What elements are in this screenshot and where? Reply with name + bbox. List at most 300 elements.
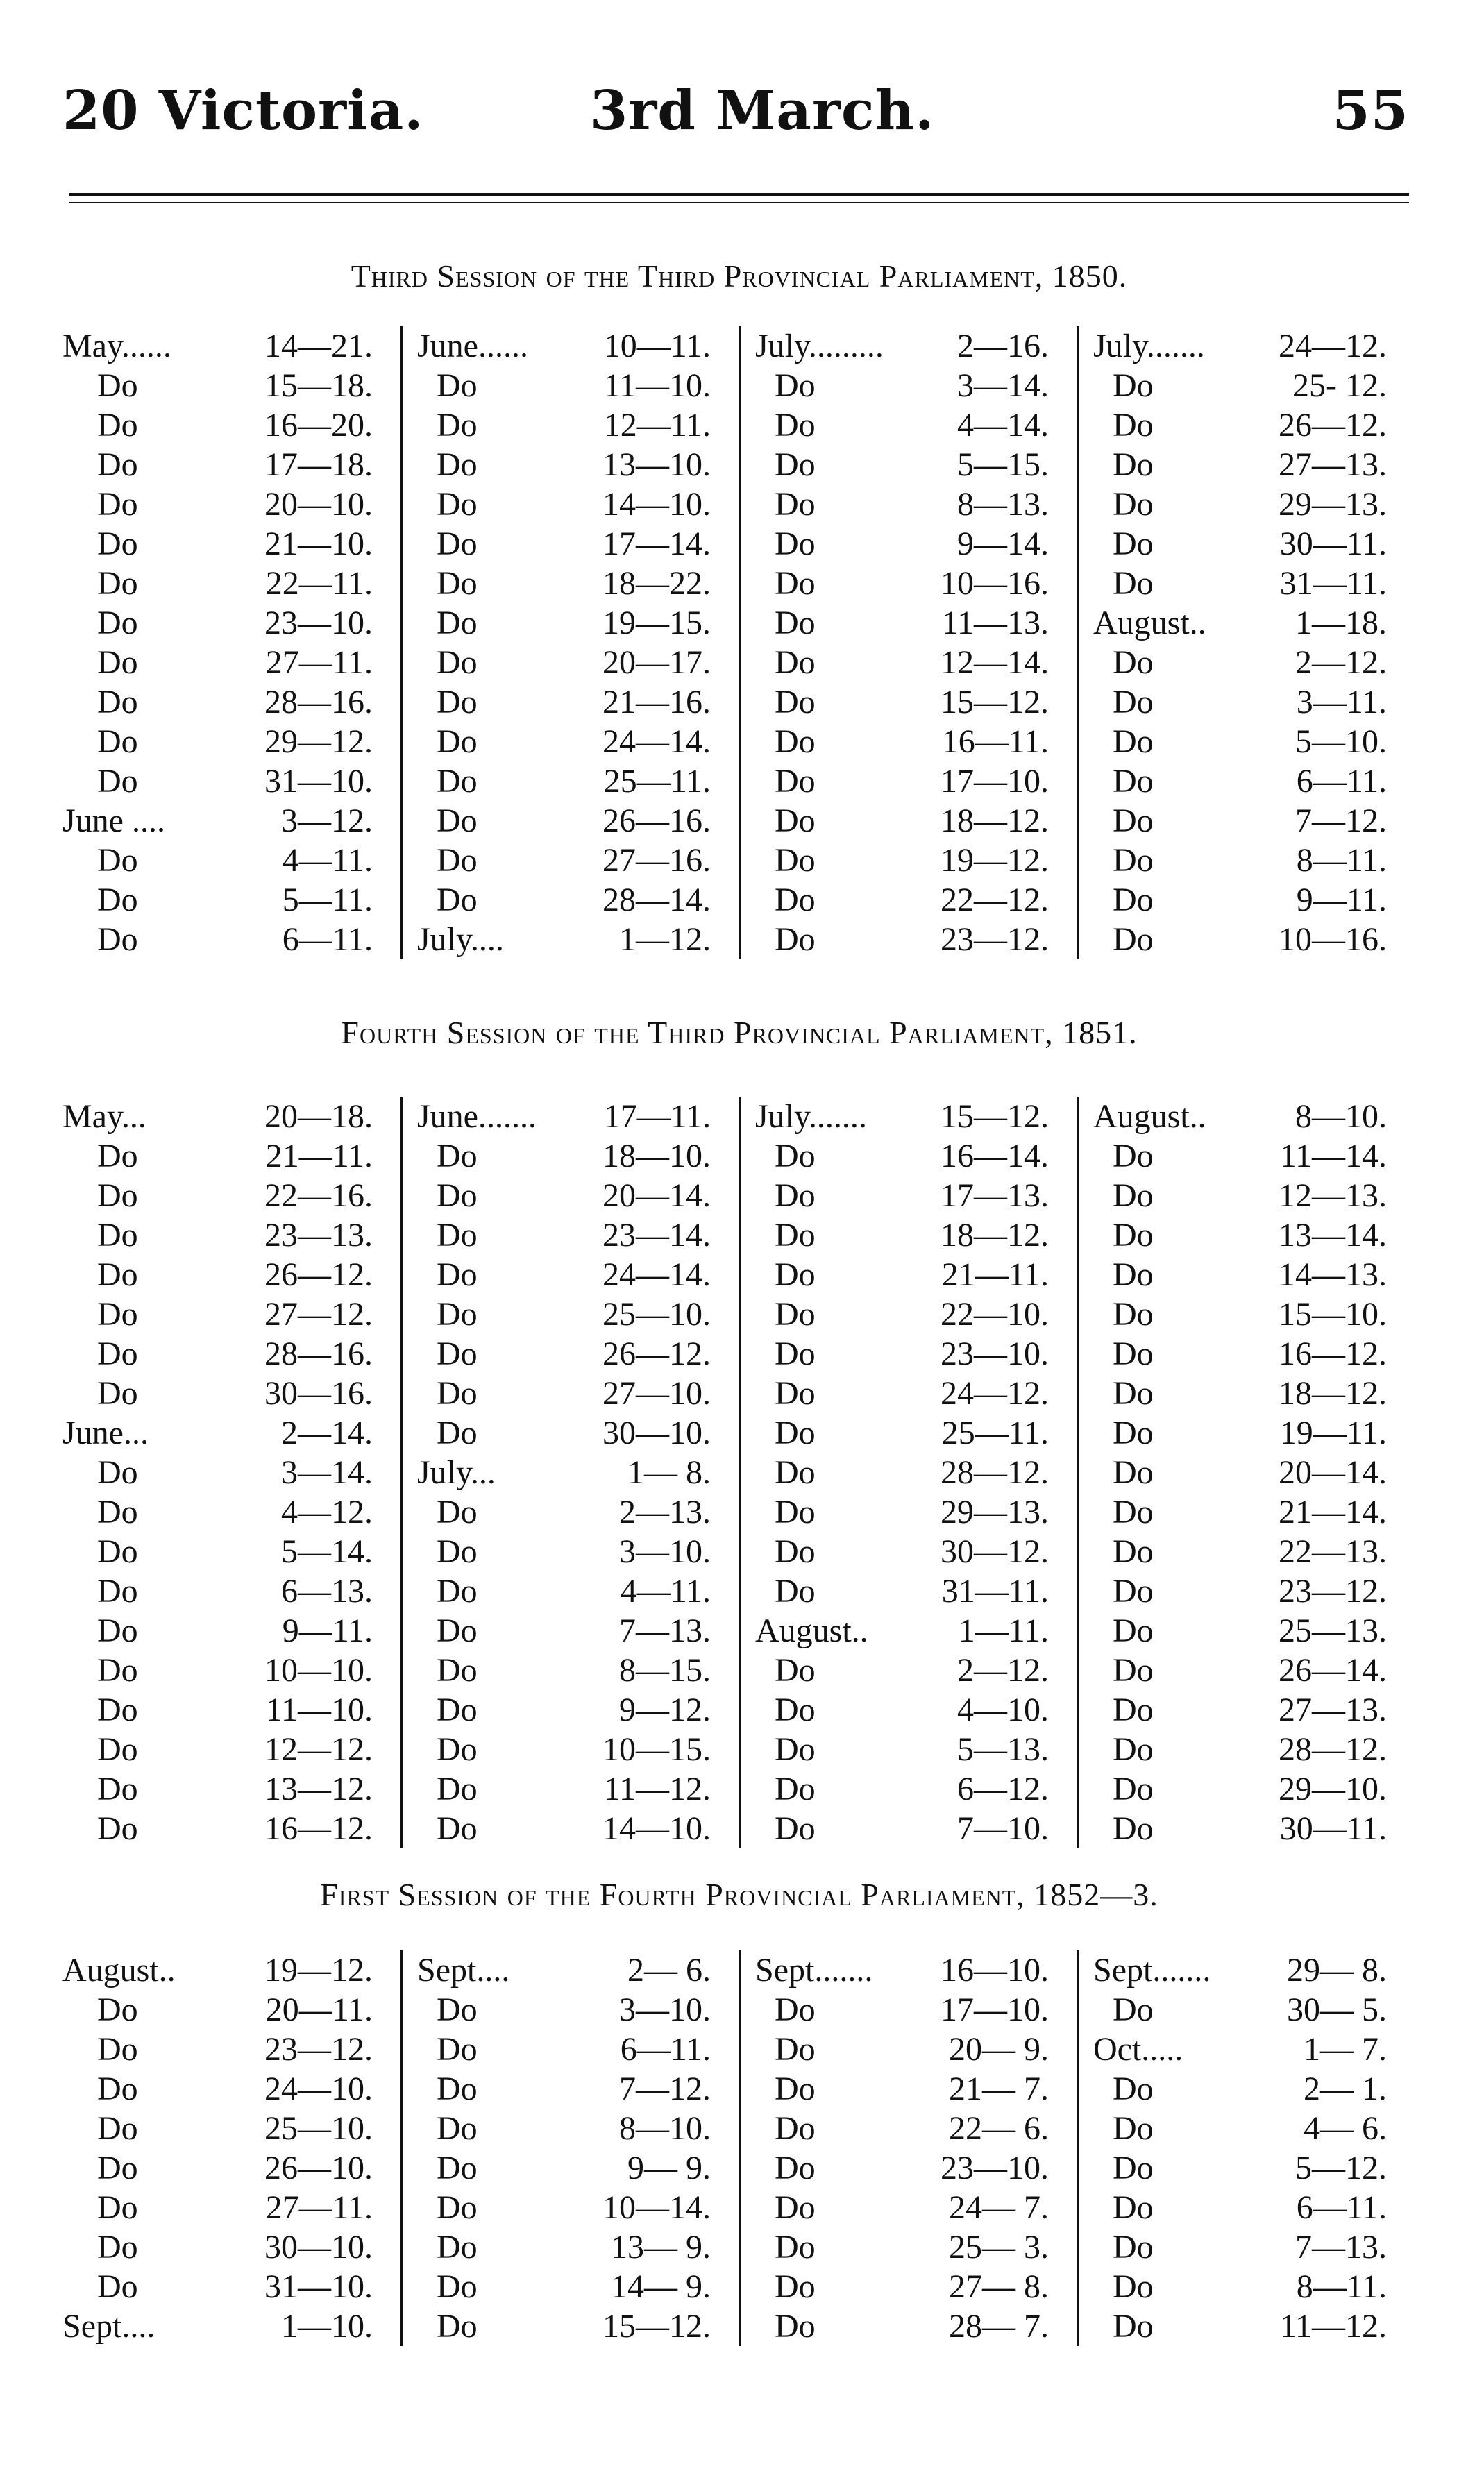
day-value-cell: 13—14.	[1279, 1217, 1387, 1254]
table-row	[741, 1374, 1077, 1413]
month-cell: Do	[775, 446, 816, 483]
table-row	[1079, 1176, 1415, 1215]
day-value-cell: 20—11.	[265, 1991, 373, 2028]
month-cell: Do	[775, 1375, 816, 1412]
day-value-cell: 23—12.	[264, 2031, 373, 2068]
month-cell: July...	[417, 1454, 496, 1491]
month-cell: Do	[97, 1454, 138, 1491]
day-value-cell: 4—11.	[282, 842, 373, 879]
month-cell: Do	[775, 1296, 816, 1333]
page-header	[62, 73, 1409, 149]
day-value-cell: 22—16.	[264, 1177, 373, 1214]
month-cell: August..	[1093, 1098, 1206, 1135]
table-row	[1079, 1413, 1415, 1453]
month-cell: Do	[1113, 486, 1154, 523]
month-cell: Do	[437, 1533, 478, 1570]
table-row	[403, 2267, 739, 2306]
day-value-cell: 20—14.	[602, 1177, 711, 1214]
table-row	[403, 445, 739, 484]
header-rule-thin	[69, 202, 1409, 203]
table-row	[741, 1136, 1077, 1176]
day-value-cell: 23—10.	[941, 1335, 1049, 1372]
table-row	[62, 2267, 400, 2306]
table-row	[62, 722, 400, 761]
month-cell: Do	[775, 763, 816, 800]
month-cell: Do	[775, 1652, 816, 1689]
month-cell: Do	[775, 644, 816, 681]
month-cell: Do	[97, 486, 138, 523]
table-row	[741, 1532, 1077, 1571]
month-cell: Do	[1113, 1652, 1154, 1689]
table-row	[741, 801, 1077, 841]
table-row	[62, 366, 400, 405]
month-cell: Sept.......	[1093, 1952, 1211, 1989]
month-cell: Do	[1113, 1771, 1154, 1807]
month-cell: Do	[97, 1335, 138, 1372]
day-value-cell: 14—13.	[1279, 1256, 1387, 1293]
table-row	[741, 2148, 1077, 2188]
table-row	[741, 603, 1077, 643]
session-table	[62, 1097, 1416, 1848]
table-row	[62, 880, 400, 920]
day-value-cell: 8—10.	[619, 2110, 711, 2147]
month-cell: Do	[775, 882, 816, 918]
day-value-cell: 24—10.	[264, 2070, 373, 2107]
month-cell: Do	[1113, 921, 1154, 958]
month-cell: July....	[417, 921, 504, 958]
day-value-cell: 7—12.	[619, 2070, 711, 2107]
month-cell: Do	[1113, 2268, 1154, 2305]
day-value-cell: 20— 9.	[949, 2031, 1049, 2068]
month-cell: Do	[437, 1296, 478, 1333]
table-row	[1079, 1571, 1415, 1611]
day-value-cell: 3—14.	[281, 1454, 373, 1491]
month-cell: Do	[775, 2150, 816, 2186]
day-value-cell: 10—14.	[602, 2189, 711, 2226]
table-row	[741, 1611, 1077, 1651]
month-cell: Do	[775, 1217, 816, 1254]
month-cell: Do	[97, 644, 138, 681]
day-value-cell: 7—10.	[957, 1810, 1049, 1847]
day-value-cell: 16—14.	[941, 1138, 1049, 1174]
month-cell: Do	[97, 1494, 138, 1530]
table-row	[62, 1571, 400, 1611]
table-row	[403, 1730, 739, 1769]
table-column	[400, 326, 739, 959]
day-value-cell: 10—11.	[603, 328, 711, 364]
table-row	[62, 1990, 400, 2030]
table-row	[403, 1651, 739, 1690]
table-row	[62, 1215, 400, 1255]
table-row	[403, 2227, 739, 2267]
table-row	[1079, 801, 1415, 841]
month-cell: Do	[97, 1652, 138, 1689]
table-row	[1079, 1294, 1415, 1334]
day-value-cell: 18—22.	[602, 565, 711, 602]
day-value-cell: 1—10.	[281, 2308, 373, 2345]
month-cell: Do	[437, 1731, 478, 1768]
table-row	[62, 1334, 400, 1374]
table-row	[403, 682, 739, 722]
header-date: 3rd March.	[590, 79, 935, 142]
day-value-cell: 12—11.	[603, 407, 711, 444]
table-row	[62, 1950, 400, 1990]
month-cell: Do	[1113, 525, 1154, 562]
header-reign-year: 20 Victoria.	[62, 79, 424, 142]
table-row	[62, 564, 400, 603]
day-value-cell: 9—14.	[957, 525, 1049, 562]
table-row	[741, 1990, 1077, 2030]
month-cell: Do	[437, 684, 478, 720]
day-value-cell: 27—12.	[264, 1296, 373, 1333]
month-cell: August..	[1093, 605, 1206, 641]
page-number: 55	[1332, 79, 1409, 142]
day-value-cell: 3—10.	[619, 1991, 711, 2028]
day-value-cell: 21—10.	[264, 525, 373, 562]
table-row	[403, 1215, 739, 1255]
table-row	[403, 1255, 739, 1294]
table-row	[403, 1374, 739, 1413]
table-row	[741, 1215, 1077, 1255]
month-cell: Do	[775, 2268, 816, 2305]
table-row	[403, 1769, 739, 1809]
table-row	[62, 643, 400, 682]
day-value-cell: 24— 7.	[949, 2189, 1049, 2226]
day-value-cell: 1—12.	[619, 921, 711, 958]
month-cell: Do	[97, 446, 138, 483]
table-row	[741, 1294, 1077, 1334]
table-row	[62, 1730, 400, 1769]
table-row	[741, 1950, 1077, 1990]
month-cell: Do	[1113, 1177, 1154, 1214]
table-row	[1079, 1097, 1415, 1136]
table-row	[62, 1611, 400, 1651]
day-value-cell: 8—10.	[1295, 1098, 1387, 1135]
table-row	[1079, 1215, 1415, 1255]
month-cell: Do	[1113, 1335, 1154, 1372]
session-table	[62, 1950, 1416, 2346]
table-row	[403, 2148, 739, 2188]
table-row	[741, 2227, 1077, 2267]
day-value-cell: 31—11.	[941, 1573, 1049, 1610]
day-value-cell: 5—12.	[1295, 2150, 1387, 2186]
day-value-cell: 9—11.	[1296, 882, 1387, 918]
table-row	[1079, 920, 1415, 959]
day-value-cell: 23—10.	[941, 2150, 1049, 2186]
table-row	[741, 2069, 1077, 2109]
day-value-cell: 22—11.	[265, 565, 373, 602]
month-cell: Do	[97, 605, 138, 641]
table-column	[1077, 1097, 1415, 1848]
table-row	[741, 524, 1077, 564]
month-cell: Do	[1113, 1256, 1154, 1293]
day-value-cell: 27—11.	[265, 644, 373, 681]
table-row	[741, 1413, 1077, 1453]
day-value-cell: 26—10.	[264, 2150, 373, 2186]
table-row	[403, 2109, 739, 2148]
month-cell: Do	[437, 1991, 478, 2028]
day-value-cell: 2—14.	[281, 1415, 373, 1451]
month-cell: Do	[1113, 367, 1154, 404]
month-cell: Do	[97, 1138, 138, 1174]
table-row	[1079, 1611, 1415, 1651]
table-row	[62, 801, 400, 841]
month-cell: Do	[1113, 1138, 1154, 1174]
day-value-cell: 14— 9.	[611, 2268, 711, 2305]
month-cell: Do	[97, 1533, 138, 1570]
table-row	[1079, 1690, 1415, 1730]
table-row	[1079, 1374, 1415, 1413]
table-row	[741, 841, 1077, 880]
month-cell: June...	[62, 1415, 149, 1451]
table-row	[1079, 1769, 1415, 1809]
month-cell: Do	[437, 2031, 478, 2068]
month-cell: Do	[775, 842, 816, 879]
day-value-cell: 8—15.	[619, 1652, 711, 1689]
day-value-cell: 5—15.	[957, 446, 1049, 483]
month-cell: Do	[437, 1810, 478, 1847]
table-row	[741, 643, 1077, 682]
month-cell: Do	[775, 2308, 816, 2345]
table-row	[403, 2030, 739, 2069]
table-row	[62, 920, 400, 959]
day-value-cell: 3—14.	[957, 367, 1049, 404]
table-row	[62, 2069, 400, 2109]
table-row	[62, 484, 400, 524]
table-row	[403, 326, 739, 366]
day-value-cell: 27—16.	[602, 842, 711, 879]
day-value-cell: 8—11.	[1296, 842, 1387, 879]
day-value-cell: 8—11.	[1296, 2268, 1387, 2305]
month-cell: Do	[437, 2189, 478, 2226]
session-table	[62, 326, 1416, 959]
month-cell: Do	[775, 1771, 816, 1807]
day-value-cell: 28— 7.	[949, 2308, 1049, 2345]
month-cell: Do	[1113, 1573, 1154, 1610]
day-value-cell: 13—12.	[264, 1771, 373, 1807]
table-row	[403, 1176, 739, 1215]
table-column	[739, 326, 1077, 959]
table-row	[1079, 1492, 1415, 1532]
table-row	[62, 2148, 400, 2188]
table-row	[62, 1136, 400, 1176]
table-row	[403, 1611, 739, 1651]
day-value-cell: 26—12.	[602, 1335, 711, 1372]
day-value-cell: 23—10.	[264, 605, 373, 641]
month-cell: Do	[775, 802, 816, 839]
month-cell: July.........	[755, 328, 884, 364]
table-row	[1079, 2267, 1415, 2306]
day-value-cell: 17—14.	[602, 525, 711, 562]
table-row	[741, 1453, 1077, 1492]
month-cell: Do	[1113, 1533, 1154, 1570]
table-row	[741, 761, 1077, 801]
day-value-cell: 29—13.	[1279, 486, 1387, 523]
table-row	[62, 761, 400, 801]
table-row	[741, 564, 1077, 603]
month-cell: Sept....	[417, 1952, 510, 1989]
table-row	[403, 1690, 739, 1730]
table-row	[1079, 643, 1415, 682]
session-title: Fourth Session of the Third Provincial Parliament, 1851.	[341, 1015, 1138, 1050]
table-row	[62, 445, 400, 484]
day-value-cell: 28—16.	[264, 684, 373, 720]
day-value-cell: 13— 9.	[611, 2229, 711, 2266]
table-row	[741, 1492, 1077, 1532]
day-value-cell: 12—12.	[264, 1731, 373, 1768]
month-cell: Do	[437, 2150, 478, 2186]
table-row	[403, 1413, 739, 1453]
day-value-cell: 16—12.	[264, 1810, 373, 1847]
table-row	[1079, 2306, 1415, 2346]
month-cell: Do	[437, 486, 478, 523]
month-cell: Do	[775, 1731, 816, 1768]
table-row	[741, 2109, 1077, 2148]
table-row	[403, 366, 739, 405]
day-value-cell: 27—11.	[265, 2189, 373, 2226]
month-cell: Do	[437, 1177, 478, 1214]
month-cell: Do	[437, 605, 478, 641]
day-value-cell: 24—14.	[602, 723, 711, 760]
table-row	[62, 326, 400, 366]
day-value-cell: 28—12.	[1279, 1731, 1387, 1768]
month-cell: Do	[437, 2110, 478, 2147]
day-value-cell: 14—21.	[264, 328, 373, 364]
table-row	[403, 1571, 739, 1611]
month-cell: June ....	[62, 802, 165, 839]
table-row	[1079, 564, 1415, 603]
day-value-cell: 6—12.	[957, 1771, 1049, 1807]
day-value-cell: 25—11.	[941, 1415, 1049, 1451]
day-value-cell: 26—14.	[1279, 1652, 1387, 1689]
table-row	[62, 841, 400, 880]
table-row	[403, 1809, 739, 1848]
day-value-cell: 25—10.	[264, 2110, 373, 2147]
month-cell: Do	[97, 763, 138, 800]
month-cell: Do	[437, 1494, 478, 1530]
month-cell: Do	[775, 2031, 816, 2068]
day-value-cell: 23—14.	[602, 1217, 711, 1254]
table-row	[741, 880, 1077, 920]
day-value-cell: 31—10.	[264, 2268, 373, 2305]
day-value-cell: 2—12.	[1295, 644, 1387, 681]
day-value-cell: 29— 8.	[1287, 1952, 1387, 1989]
month-cell: Do	[1113, 2070, 1154, 2107]
month-cell: Do	[1113, 644, 1154, 681]
table-row	[1079, 2148, 1415, 2188]
day-value-cell: 5—14.	[281, 1533, 373, 1570]
day-value-cell: 2—13.	[619, 1494, 711, 1530]
table-column	[400, 1950, 739, 2346]
day-value-cell: 11—12.	[603, 1771, 711, 1807]
table-row	[403, 1453, 739, 1492]
month-cell: Do	[437, 1692, 478, 1728]
day-value-cell: 5—13.	[957, 1731, 1049, 1768]
day-value-cell: 25—10.	[602, 1296, 711, 1333]
day-value-cell: 17—10.	[941, 763, 1049, 800]
day-value-cell: 18—12.	[941, 1217, 1049, 1254]
day-value-cell: 3—11.	[1296, 684, 1387, 720]
day-value-cell: 6—11.	[1296, 763, 1387, 800]
day-value-cell: 1—18.	[1295, 605, 1387, 641]
table-row	[62, 524, 400, 564]
table-row	[403, 1294, 739, 1334]
month-cell: Do	[1113, 1692, 1154, 1728]
day-value-cell: 9— 9.	[627, 2150, 711, 2186]
month-cell: Do	[1113, 2308, 1154, 2345]
day-value-cell: 14—10.	[602, 486, 711, 523]
month-cell: Do	[97, 2150, 138, 2186]
month-cell: Do	[1113, 802, 1154, 839]
table-row	[403, 405, 739, 445]
table-row	[1079, 2030, 1415, 2069]
month-cell: Do	[437, 802, 478, 839]
day-value-cell: 20—10.	[264, 486, 373, 523]
month-cell: Do	[1113, 723, 1154, 760]
day-value-cell: 28—16.	[264, 1335, 373, 1372]
month-cell: Do	[775, 1573, 816, 1610]
month-cell: Do	[775, 1256, 816, 1293]
table-row	[403, 643, 739, 682]
table-row	[741, 326, 1077, 366]
month-cell: Do	[437, 1375, 478, 1412]
table-row	[403, 2306, 739, 2346]
table-row	[1079, 1255, 1415, 1294]
day-value-cell: 19—12.	[941, 842, 1049, 879]
table-row	[62, 1097, 400, 1136]
day-value-cell: 25- 12.	[1292, 367, 1387, 404]
table-row	[1079, 405, 1415, 445]
table-row	[403, 603, 739, 643]
table-row	[1079, 1730, 1415, 1769]
table-row	[741, 1651, 1077, 1690]
month-cell: Do	[437, 763, 478, 800]
day-value-cell: 19—15.	[602, 605, 711, 641]
table-column	[62, 1097, 400, 1848]
table-column	[739, 1950, 1077, 2346]
day-value-cell: 21—11.	[265, 1138, 373, 1174]
month-cell: Do	[97, 1991, 138, 2028]
table-row	[1079, 1136, 1415, 1176]
table-column	[62, 1950, 400, 2346]
month-cell: Do	[97, 1177, 138, 1214]
month-cell: Do	[97, 684, 138, 720]
month-cell: May......	[62, 328, 171, 364]
day-value-cell: 19—12.	[264, 1952, 373, 1989]
day-value-cell: 27— 8.	[949, 2268, 1049, 2305]
table-row	[403, 484, 739, 524]
table-row	[741, 484, 1077, 524]
day-value-cell: 12—14.	[941, 644, 1049, 681]
month-cell: Do	[437, 2229, 478, 2266]
month-cell: Do	[97, 1296, 138, 1333]
month-cell: Do	[1113, 1810, 1154, 1847]
table-row	[62, 1374, 400, 1413]
month-cell: Do	[97, 367, 138, 404]
day-value-cell: 29—13.	[941, 1494, 1049, 1530]
table-row	[403, 1950, 739, 1990]
table-row	[1079, 841, 1415, 880]
session-title: First Session of the Fourth Provincial Parliament, 1852—3.	[320, 1877, 1158, 1912]
month-cell: Do	[97, 2110, 138, 2147]
month-cell: Do	[97, 565, 138, 602]
day-value-cell: 25—11.	[603, 763, 711, 800]
day-value-cell: 2— 1.	[1304, 2070, 1387, 2107]
month-cell: Do	[97, 1771, 138, 1807]
day-value-cell: 24—12.	[941, 1375, 1049, 1412]
day-value-cell: 31—10.	[264, 763, 373, 800]
day-value-cell: 24—14.	[602, 1256, 711, 1293]
